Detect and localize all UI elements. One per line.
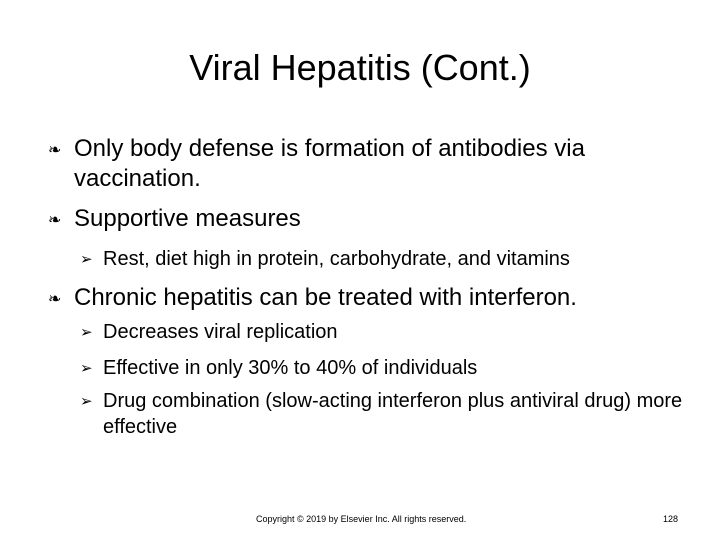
arrow-bullet-icon: ➢ <box>80 359 93 377</box>
arrow-bullet-icon: ➢ <box>80 392 93 410</box>
copyright-notice: Copyright © 2019 by Elsevier Inc. All rights reserved. <box>256 514 467 524</box>
page-number: 128 <box>662 514 678 524</box>
bullet-text: Only body defense is formation of antibodies via vaccination. <box>74 135 585 192</box>
sub-bullet-text: Effective in only 30% to 40% of individuals <box>103 357 478 379</box>
slide-title: Viral Hepatitis (Cont.) <box>189 47 531 88</box>
sub-bullet-text: Rest, diet high in protein, carbohydrate, and vitamins <box>103 248 570 270</box>
arrow-bullet-icon: ➢ <box>80 250 93 268</box>
bullet-text: Supportive measures <box>74 205 301 232</box>
fleuron-bullet-icon: ❧ <box>48 289 62 308</box>
sub-bullet-text: Drug combination (slow-acting interferon plus antiviral drug) more effective <box>103 390 683 438</box>
fleuron-bullet-icon: ❧ <box>48 210 62 229</box>
sub-bullet-text: Decreases viral replication <box>103 321 338 343</box>
fleuron-bullet-icon: ❧ <box>48 140 62 159</box>
arrow-bullet-icon: ➢ <box>80 323 93 341</box>
bullet-text: Chronic hepatitis can be treated with interferon. <box>74 284 577 311</box>
